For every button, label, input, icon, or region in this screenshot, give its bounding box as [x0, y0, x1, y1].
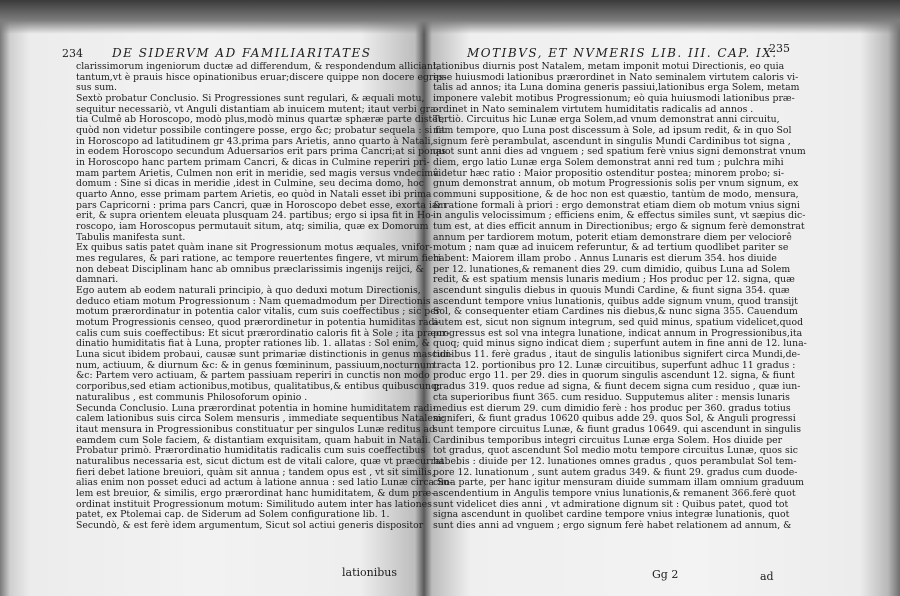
- text-line: communi suppositione, & de hoc non est quæstio, tantùm de modo, mensura,: [433, 189, 799, 201]
- text-line: Luna sicut ibidem probaui, causæ sunt primariæ distinctionis in genus masculi-: [76, 349, 453, 361]
- text-line: gnum demonstrat annum, ob motum Progressionis solis per vnum signum, ex: [433, 178, 799, 190]
- text-line: corporibus,sed etiam actionibus,motibus, qualitatibus,& entibus quibuscunq;: [76, 381, 441, 393]
- text-line: gradus 319. quos redue ad signa, & fiunt decem signa cum residuo , quæ iun-: [433, 381, 801, 393]
- text-line: motum Progressionis censeo, quod prærordinetur in potentia humiditas radi-: [76, 317, 441, 329]
- text-line: calis cum suis coeffectibus: Et sicut prærordinatio caloris fit à Sole ; ita præor-: [76, 327, 450, 339]
- text-line: tot gradus, quot ascendunt Sol medio motu tempore circuitus Lunæ, quos sic: [433, 445, 798, 457]
- text-line: lem est breuior, & similis, ergo prærordinat hanc humiditatem, & dum præ-: [76, 487, 435, 499]
- text-line: domum : Sine si dicas in meridie ,idest in Culmine, seu decima domo, hoc: [76, 178, 424, 190]
- text-line: Probatur primò. Prærordinatio humiditatis radicalis cum suis coeffectibus: [76, 445, 426, 457]
- right-catchword: ad: [760, 570, 774, 583]
- text-line: nam tempore, quo Luna post discessum à Sole, ad ipsum redit, & in quo Sol: [433, 125, 792, 137]
- text-line: patet, ex Ptolemai cap. de Siderum ad Solem configuratione lib. 1.: [76, 509, 390, 521]
- text-line: talis ad annos; ita Luna domina generis passiui,lationibus erga Solem, metam: [433, 82, 800, 94]
- text-line: Cardinibus temporibus integri circuitus Lunæ erga Solem. Hos diuide per: [433, 434, 783, 446]
- text-line: in Horoscopo ad latitudinem gr 43.prima pars Arietis, anno quarto à Natali,: [76, 135, 434, 147]
- text-line: tantum,vt è prauis hisce opinationibus eruar;discere quippe non docere egres-: [76, 71, 447, 83]
- text-line: mes regulares, & pari ratione, ac tempore reuertentes fingere, vt mirum fieri: [76, 253, 441, 265]
- text-line: deduco etiam motum Progressionum : Nam quemadmodum per Directionis: [76, 295, 431, 307]
- text-line: motum ; nam quæ ad inuicem referuntur, & ad tertium quodlibet pariter se: [433, 242, 789, 254]
- text-line: ascendentium in Angulis tempore vnius lunationis,& remanent 366.ferè quot: [433, 487, 796, 499]
- text-line: num, actiuum, & diurnum &c: & in genus fœmininum, passiuum,nocturnum: [76, 359, 435, 371]
- text-line: Sextò probatur Conclusio. Si Progressiones sunt regulari, & æquali motu,: [76, 93, 425, 105]
- text-line: ascendunt tempore vnius lunationis, quibus adde signum vnum, quod transijt: [433, 295, 798, 307]
- text-line: tracta 12. portionibus pro 12. Lunæ circuitibus, superfunt adhuc 11 gradus :: [433, 359, 796, 371]
- text-line: lationibus diurnis post Natalem, metam imponit motui Directionis, eo quia: [433, 61, 785, 72]
- right-page-number: 235: [769, 42, 790, 55]
- right-signature-mark: Gg 2: [652, 568, 679, 581]
- text-line: signa ascendunt in quolibet cardine tempore vnius integræ lunationis, quot: [433, 509, 790, 521]
- text-line: Tertiò. Circuitus hic Lunæ erga Solem,ad vnum demonstrat anni circuitu,: [433, 114, 780, 126]
- text-line: itaut mensura in Progressionibus constituatur per singulos Lunæ reditus ad: [76, 423, 435, 435]
- text-line: in Horoscopo hanc partem primam Cancri, & dicas in Culmine reperiri pri-: [76, 157, 430, 169]
- text-line: per 12. lunationes,& remanent dies 29. cum dimidio, quibus Luna ad Solem: [433, 263, 791, 275]
- text-line: ascendunt singulis diebus in quouis Mundi Cardine, & fiunt signa 354. quæ: [433, 285, 790, 297]
- text-line: pars Capricorni : prima pars Cancri, quæ in Horoscopo debet esse, exorta iam: [76, 199, 447, 211]
- text-line: ordinat instituit Progressionum motum: Similitudo autem inter has lationes: [76, 498, 432, 510]
- text-line: sunt tempore circuitus Lunæ, & fiunt gradus 10649. qui ascendunt in singulis: [433, 423, 801, 435]
- text-line: habebis : diuide per 12. lunationes omnes gradus , quos perambulat Sol tem-: [433, 455, 797, 467]
- text-line: naturalibus , est communis Philosoforum opinio .: [76, 391, 308, 403]
- text-line: in angulis velocissimum ; efficiens enim, & effectus similes sunt, vt sæpius dic-: [433, 210, 806, 222]
- text-line: tionibus 11. ferè gradus , itaut de singulis lationibus signifert circa Mundi,de-: [433, 349, 801, 361]
- text-line: autem est, sicut non signum integrum, sed quid minus, spatium videlicet,quod: [433, 317, 804, 329]
- left-page-text: [76, 61, 453, 532]
- text-line: quòd non videtur possibile contingere posse, ergo &c; probatur sequela : si fit: [76, 125, 446, 137]
- text-line: sunt videlicet dies anni , vt admiratione dignum sit : Quibus patet, quod tot: [433, 498, 789, 510]
- text-line: videtur hæc ratio : Maior propositio ostenditur postea; minorem probo; si-: [433, 167, 785, 179]
- text-line: & ratione formali à priori : ergo demonstrat etiam diem ob motum vnius signi: [433, 199, 800, 211]
- left-catchword: lationibus: [342, 566, 398, 579]
- text-line: cima parte, per hanc igitur mensuram diuide summam illam omnium graduum: [433, 477, 804, 489]
- left-page-header: [62, 46, 410, 62]
- text-line: &c: Partem vero actiuam, & partem passiuam reperiri in cunctis non modo: [76, 370, 430, 382]
- text-line: medius est dierum 29. cum dimidio ferè : hos produc per 360. gradus totius: [433, 402, 791, 414]
- text-line: Tabulis manifesta sunt.: [76, 231, 186, 243]
- top-edge-shadow: [0, 0, 900, 34]
- text-line: signum ferè perambulat, ascendunt in singulis Mundi Cardinibus tot signa ,: [433, 135, 791, 147]
- text-line: quoq; quid minus signo indicat diem ; superfunt autem in fine anni de 12. luna-: [433, 338, 807, 350]
- text-line: redit, & est spatium mensis lunaris medium ; Hos produc per 12. signa, quæ: [433, 274, 795, 286]
- text-line: progressus est sol vna integra lunatione, indicat annum in Progressionibus,ita: [433, 327, 803, 339]
- text-line: sus sum.: [76, 82, 118, 94]
- right-page: [433, 42, 807, 532]
- text-line: clarissimorum ingeniorum ductæ ad differendum, & respondendum alliciant,: [76, 61, 440, 72]
- text-line: in eodem Horoscopo secundum Aduersarios erit pars prima Cancri;at si ponas: [76, 146, 447, 158]
- text-line: roscopo, iam Horoscopus permutauit situm, atq; similia, quæ ex Domorum: [76, 221, 429, 233]
- left-page: [62, 46, 453, 532]
- text-line: Ex quibus satis patet quàm inane sit Progressionum motus æquales, vnifor-: [76, 242, 433, 254]
- text-line: Ego autem ab eodem naturali principio, à quo deduxi motum Directionis,: [76, 285, 421, 297]
- right-page-text: [433, 61, 807, 532]
- text-line: sequitur necessariò, vt Anguli distantiam ab inuicem mutent; itaut verbi gra-: [76, 103, 439, 115]
- text-line: cta superioribus fiunt 365. cum residuo. Supputemus aliter : mensis lunaris: [433, 391, 790, 403]
- text-line: dinatio humiditatis fiat à Luna, propter rationes lib. 1. allatas : Sol enim, &: [76, 338, 430, 350]
- text-line: motum prærordinatur in potentia calor vitalis, cum suis coeffectibus ; sic per: [76, 306, 441, 318]
- text-line: annum per tardiorem motum, poterit etiam demonstrare diem per velociorê: [433, 231, 792, 243]
- text-line: calem lationibus suis circa Solem mensuris , immediate sequentibus Natalem:: [76, 413, 445, 425]
- text-line: diem, ergo latio Lunæ erga Solem demonstrat anni red tum ; pulchra mihi: [433, 157, 784, 169]
- text-line: ordinet in Nato seminalem virtutem humiditatis radicalis ad annos .: [433, 103, 754, 115]
- text-line: produc ergo 11. per 29. dies in quorum singulis ascendunt 12. signa, & fiunt: [433, 370, 795, 382]
- text-line: quarto Anno, esse primam partem Arietis, eo quòd in Natali esset ibi prima: [76, 189, 432, 201]
- text-line: fieri debet latione breuiori, quàm sit annua ; tandem opus est , vt sit similis,: [76, 466, 435, 478]
- text-line: eamdem cum Sole faciem, & distantiam exquisitam, quam habuit in Natali.: [76, 434, 431, 446]
- right-running-title: MOTIBVS, ET NVMERIS LIB. III. CAP. IX.: [467, 46, 778, 60]
- right-page-header: [433, 42, 793, 62]
- left-running-title: DE SIDERVM AD FAMILIARITATES: [112, 46, 372, 60]
- text-line: pore 12. lunationum , sunt autem gradus 349. & fiunt 29. gradus cum duode-: [433, 466, 798, 478]
- text-line: naturalibus necessaria est, sicut dictum est de vitali calore, quæ vt præcurrat: [76, 455, 445, 467]
- text-line: non debeat Disciplinam hanc ab omnibus præclarissimis ingenijs reijci, &: [76, 263, 424, 275]
- text-line: tum est, at dies efficit annum in Directionibus; ergo & signum ferè demonstrat: [433, 221, 805, 233]
- text-line: ipse huiusmodi lationibus prærordinet in Nato seminalem virtutem caloris vi-: [433, 71, 799, 83]
- text-line: sunt dies anni ad vnguem ; ergo signum ferè habet relationem ad annum, &: [433, 519, 792, 531]
- text-line: alias enim non posset educi ad actum à latione annua : sed latio Lunæ circa So-: [76, 477, 453, 489]
- text-line: Secunda Conclusio. Luna prærordinat potentia in homine humiditatem radi-: [76, 402, 436, 414]
- text-line: Secundò, & est ferè idem argumentum, Sicut sol actiui generis dispositor: [76, 519, 424, 531]
- text-line: tia Culmê ab Horoscopo, modò plus,modò minus quartæ sphæræ parte distet;: [76, 114, 445, 126]
- text-line: Sol, & consequenter etiam Cardines nis diebus,& nunc signa 355. Cauendum: [433, 306, 798, 318]
- text-line: erit, & supra orientem eleuata plusquam 24. partibus; ergo si ipsa fit in Ho-: [76, 210, 434, 222]
- text-line: mam partem Arietis, Culmen non erit in meridie, sed magis versus vndecimâ: [76, 167, 439, 179]
- text-line: damnari.: [76, 274, 119, 286]
- left-page-number: 234: [62, 47, 83, 60]
- text-line: quot sunt anni dies ad vnguem ; sed spatium ferè vnius signi demonstrat vnum: [433, 146, 806, 158]
- text-line: imponere valebit motibus Progressionum; eò quia huiusmodi lationibus præ-: [433, 93, 795, 105]
- text-line: signiferi, & fiunt gradus 10620 quibus adde 29. quos Sol, & Anguli progressi: [433, 413, 796, 425]
- text-line: habent: Maiorem illam probo . Annus Lunaris est dierum 354. hos diuide: [433, 253, 777, 265]
